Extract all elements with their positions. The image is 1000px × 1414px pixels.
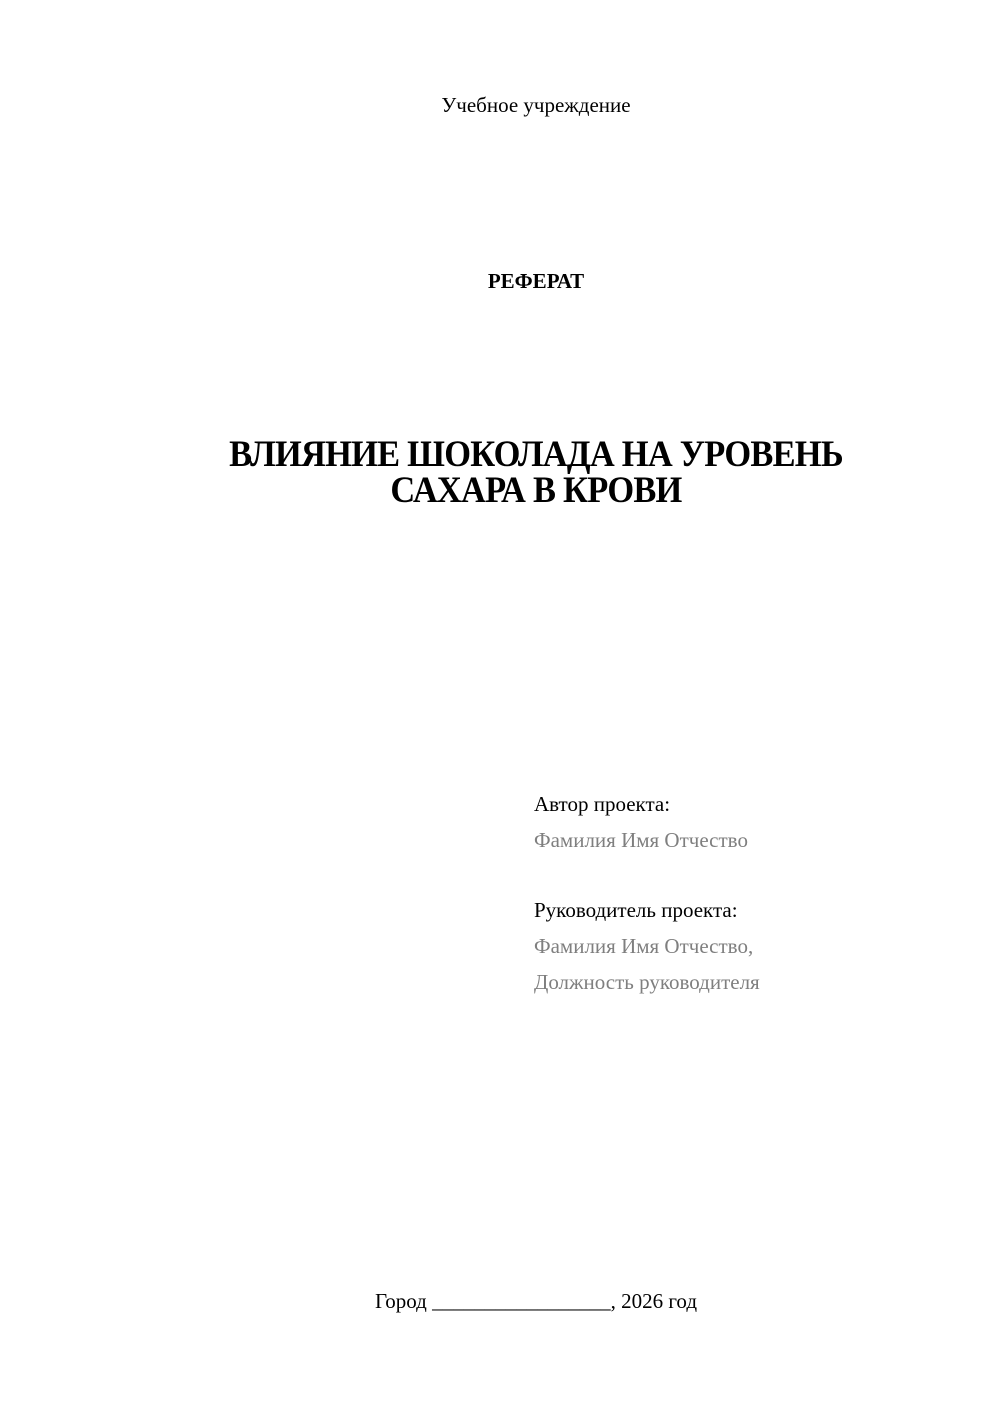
supervisor-block — [534, 892, 760, 1000]
institution-name: Учебное учреждение — [441, 93, 631, 117]
document-title — [38, 434, 1000, 511]
author-block — [534, 786, 748, 858]
title-line-2: САХАРА В КРОВИ — [390, 470, 682, 511]
supervisor-position: Должность руководителя — [534, 970, 760, 994]
author-name: Фамилия Имя Отчество — [534, 828, 748, 852]
city-label: Город — [374, 1289, 427, 1313]
city-year-line — [0, 1288, 1000, 1314]
year-text: , 2026 год — [610, 1289, 698, 1313]
title-line-1: ВЛИЯНИЕ ШОКОЛАДА НА УРОВЕНЬ — [229, 434, 843, 475]
author-label: Автор проекта: — [534, 792, 671, 816]
supervisor-name: Фамилия Имя Отчество, — [534, 934, 754, 958]
supervisor-label: Руководитель проекта: — [534, 898, 738, 922]
city-blank: _________________ — [432, 1289, 611, 1313]
document-type: РЕФЕРАТ — [487, 269, 585, 293]
